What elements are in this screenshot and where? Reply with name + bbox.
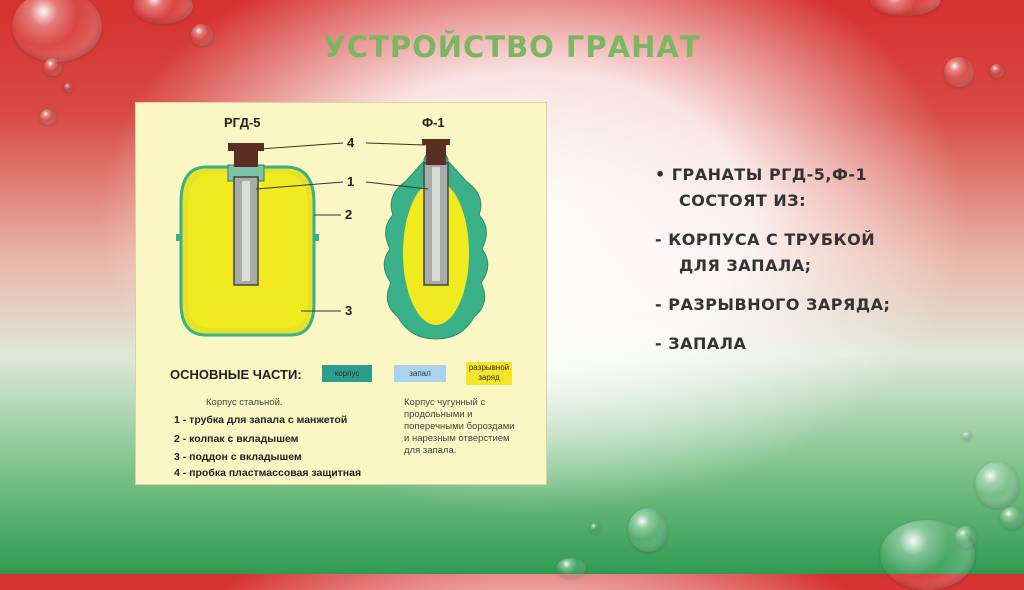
water-drop xyxy=(628,508,668,552)
legend-charge-line2: заряд xyxy=(478,373,500,382)
rgd5-note: Корпус стальной. xyxy=(206,397,283,408)
bullet-text xyxy=(655,162,995,188)
leader-4-left xyxy=(260,143,343,149)
f1-note-line: поперечными бороздами xyxy=(404,421,515,432)
f1-label: Ф-1 xyxy=(422,115,445,130)
water-drop xyxy=(870,0,940,16)
water-drop xyxy=(40,109,56,125)
water-drop xyxy=(556,558,586,578)
water-drop xyxy=(590,523,600,533)
bullet-line: ДЛЯ ЗАПАЛА; xyxy=(679,256,812,275)
leader-4-right xyxy=(366,143,425,145)
callout-2: 2 xyxy=(345,207,353,222)
f1-note xyxy=(404,397,515,457)
f1-note-line: Корпус чугунный с xyxy=(404,397,486,408)
legend-charge-line1: разрывной xyxy=(468,363,510,372)
part-4: 4 - пробка пластмассовая защитная xyxy=(174,467,362,479)
f1-grenade xyxy=(384,139,488,339)
callout-3: 3 xyxy=(345,303,353,318)
bullet-item xyxy=(655,292,995,318)
water-drop xyxy=(962,431,972,441)
callout-1: 1 xyxy=(347,174,355,189)
water-drop xyxy=(1000,507,1024,529)
part-1: 1 - трубка для запала с манжетой xyxy=(174,414,348,426)
water-drop xyxy=(133,0,193,24)
bullet-list xyxy=(655,162,995,370)
grenade-diagram xyxy=(135,102,547,485)
water-drop xyxy=(990,64,1004,78)
bullet-line: ГРАНАТЫ РГД-5,Ф-1 xyxy=(671,165,868,184)
bullet-line: - КОРПУСА С ТРУБКОЙ xyxy=(655,230,876,249)
rgd5-rim-left xyxy=(176,234,182,241)
f1-fuse-inner xyxy=(432,167,440,281)
rgd5-plug-cap xyxy=(228,143,264,151)
rgd5-label: РГД-5 xyxy=(224,115,261,130)
bullet-item xyxy=(655,227,995,279)
f1-note-line: и нарезным отверстием xyxy=(404,433,510,444)
rgd5-fuse-inner xyxy=(242,181,250,281)
water-drop xyxy=(64,83,73,92)
bullet-line: - ЗАПАЛА xyxy=(655,334,747,353)
callout-4: 4 xyxy=(347,135,355,150)
f1-plug-cap xyxy=(422,139,450,145)
legend-fuse-chip: запал xyxy=(394,365,446,382)
bullet-line: СОСТОЯТ ИЗ: xyxy=(679,191,807,210)
bullet-item xyxy=(655,331,995,357)
bullet-item xyxy=(655,162,995,214)
part-2: 2 - колпак с вкладышем xyxy=(174,433,299,445)
bullet-line: - РАЗРЫВНОГО ЗАРЯДА; xyxy=(655,295,891,314)
bullet-dot: • xyxy=(655,165,672,184)
water-drop xyxy=(880,520,975,590)
legend-charge-chip xyxy=(466,362,512,385)
slide-title: УСТРОЙСТВО ГРАНАТ xyxy=(323,30,701,64)
legend-title: ОСНОВНЫЕ ЧАСТИ: xyxy=(170,367,302,382)
legend-body-chip: корпус xyxy=(322,365,372,382)
f1-note-line: для запала. xyxy=(404,445,457,456)
water-drop xyxy=(975,462,1019,508)
f1-note-line: продольными и xyxy=(404,409,473,420)
rgd5-grenade xyxy=(176,143,319,335)
rgd5-rim-right xyxy=(313,234,319,241)
part-3: 3 - поддон с вкладышем xyxy=(174,451,302,463)
